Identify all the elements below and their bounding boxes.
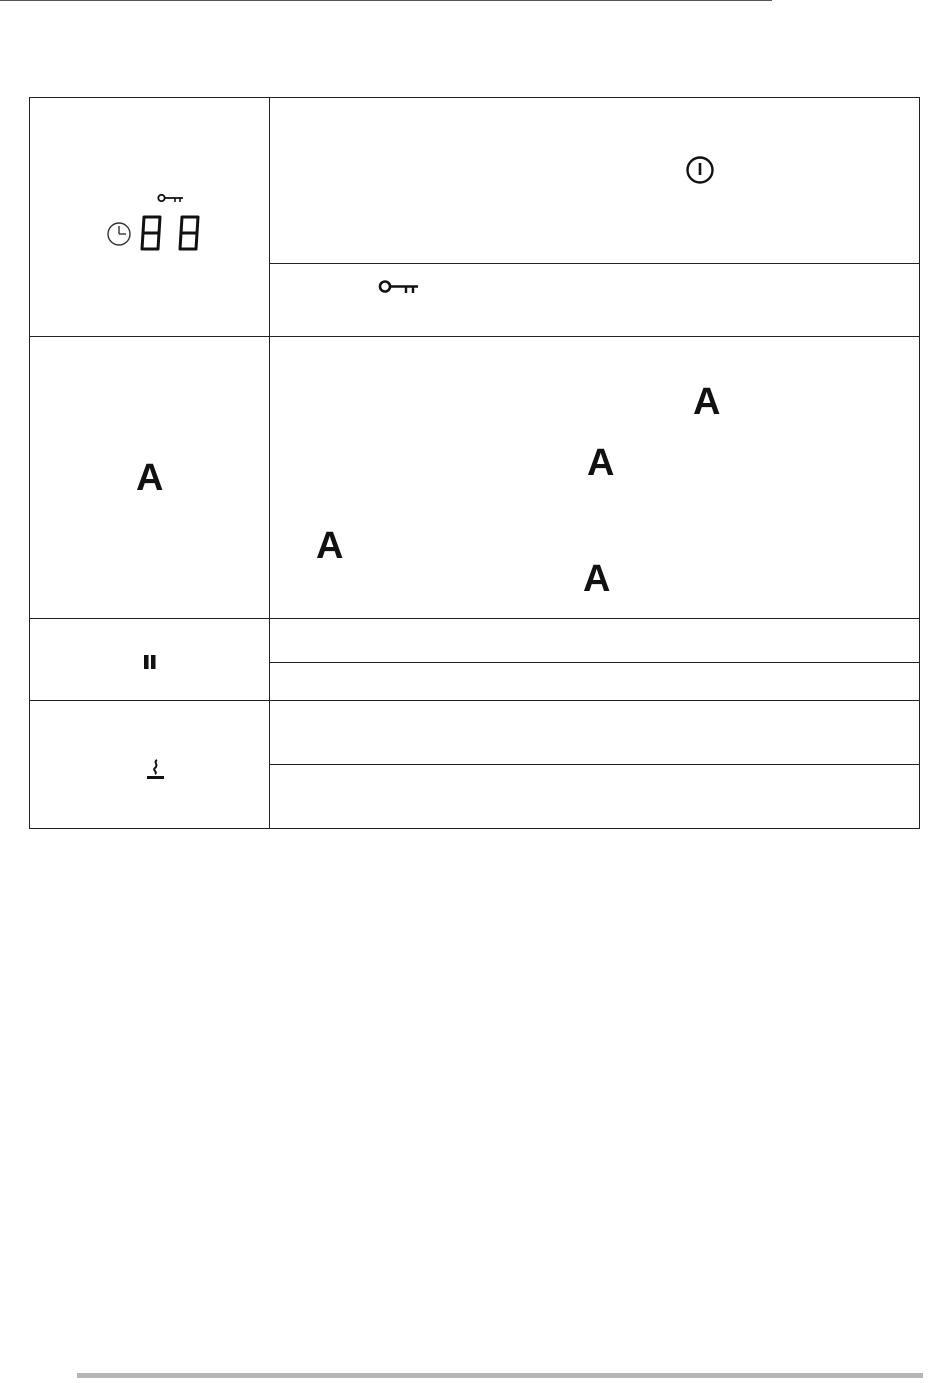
table-cell-symbol: [30, 619, 270, 700]
table-cell-symbol: [30, 98, 270, 336]
table-row-automatic: [30, 337, 919, 619]
pause-icon: [143, 655, 157, 669]
table-row-pause: [30, 619, 919, 701]
top-rule: [0, 0, 772, 1]
indicator-table: [29, 97, 920, 829]
description-block: [270, 663, 919, 701]
table-cell-description: [270, 701, 919, 828]
description-block: [270, 619, 919, 663]
automatic-symbol: A: [583, 558, 611, 600]
table-cell-description: [270, 619, 919, 700]
automatic-symbol: A: [587, 442, 615, 484]
description-block: [270, 701, 919, 765]
table-cell-description: [270, 98, 919, 336]
footer-bar: [77, 1373, 923, 1378]
automatic-symbol: A: [316, 525, 344, 567]
keep-warm-icon: [146, 758, 166, 780]
table-cell-symbol: [30, 337, 270, 618]
table-cell-symbol: [30, 701, 270, 828]
table-cell-description: [270, 337, 919, 618]
automatic-symbol: A: [693, 381, 721, 423]
table-row-display: [30, 98, 919, 337]
timer-clock-icon: [106, 221, 132, 247]
description-block: [270, 264, 919, 337]
description-block: [270, 98, 919, 264]
table-row-keep-warm: [30, 701, 919, 828]
key-lock-icon: [157, 193, 185, 205]
power-icon: [685, 155, 715, 185]
automatic-symbol: A: [136, 457, 164, 499]
description-block: [270, 765, 919, 828]
seven-segment-display-icon: [138, 213, 202, 253]
key-lock-icon: [378, 279, 420, 297]
